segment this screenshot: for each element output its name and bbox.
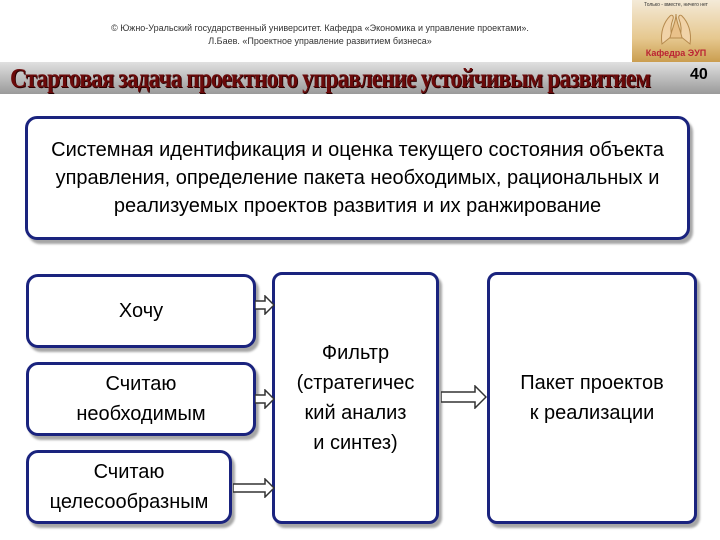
want-box [26, 274, 256, 348]
task-description-text: Системная идентификация и оценка текущего состояния объекта управления, определение пакета необходимых, рациональных и реализуемых проектов развития и их ранжирование [51, 139, 664, 217]
copyright-line-1: © Южно-Уральский государственный университет. Кафедра «Экономика и управление проектами». [111, 23, 529, 33]
filter-line-2: (стратегичес [296, 372, 415, 394]
logo-caption: Кафедра ЭУП [645, 48, 707, 58]
expedient-label-line-2: целесообразным [49, 491, 209, 513]
logo-motto: Только - вместе, ничего нет [644, 2, 708, 8]
copyright-notice [40, 22, 600, 48]
copyright-line-2: Л.Баев. «Проектное управление развитием бизнеса» [208, 36, 432, 46]
expedient-box [26, 450, 232, 524]
project-package-line-1: Пакет проектов [520, 372, 664, 394]
want-label: Хочу [118, 299, 164, 322]
filter-line-4: и синтез) [313, 432, 398, 454]
arrow-expedient-to-filter [233, 478, 275, 498]
project-package-line-2: к реализации [529, 402, 655, 424]
filter-box [272, 272, 439, 524]
filter-line-3: кий анализ [304, 402, 407, 424]
page-number: 40 [690, 66, 708, 83]
task-description-box [25, 116, 690, 240]
arrow-want-to-filter [255, 295, 275, 315]
necessary-label-line-1: Считаю [105, 373, 177, 395]
slide-title: Стартовая задача проектного управление устойчивым развитием [10, 63, 651, 93]
arrow-necessary-to-filter [255, 389, 275, 409]
arrow-filter-to-package [441, 385, 487, 409]
necessary-box [26, 362, 256, 436]
necessary-label-line-2: необходимым [76, 403, 206, 425]
project-package-box [487, 272, 697, 524]
filter-line-1: Фильтр [321, 342, 390, 364]
expedient-label-line-1: Считаю [93, 461, 165, 483]
department-logo [632, 0, 720, 64]
hands-icon [654, 8, 698, 46]
